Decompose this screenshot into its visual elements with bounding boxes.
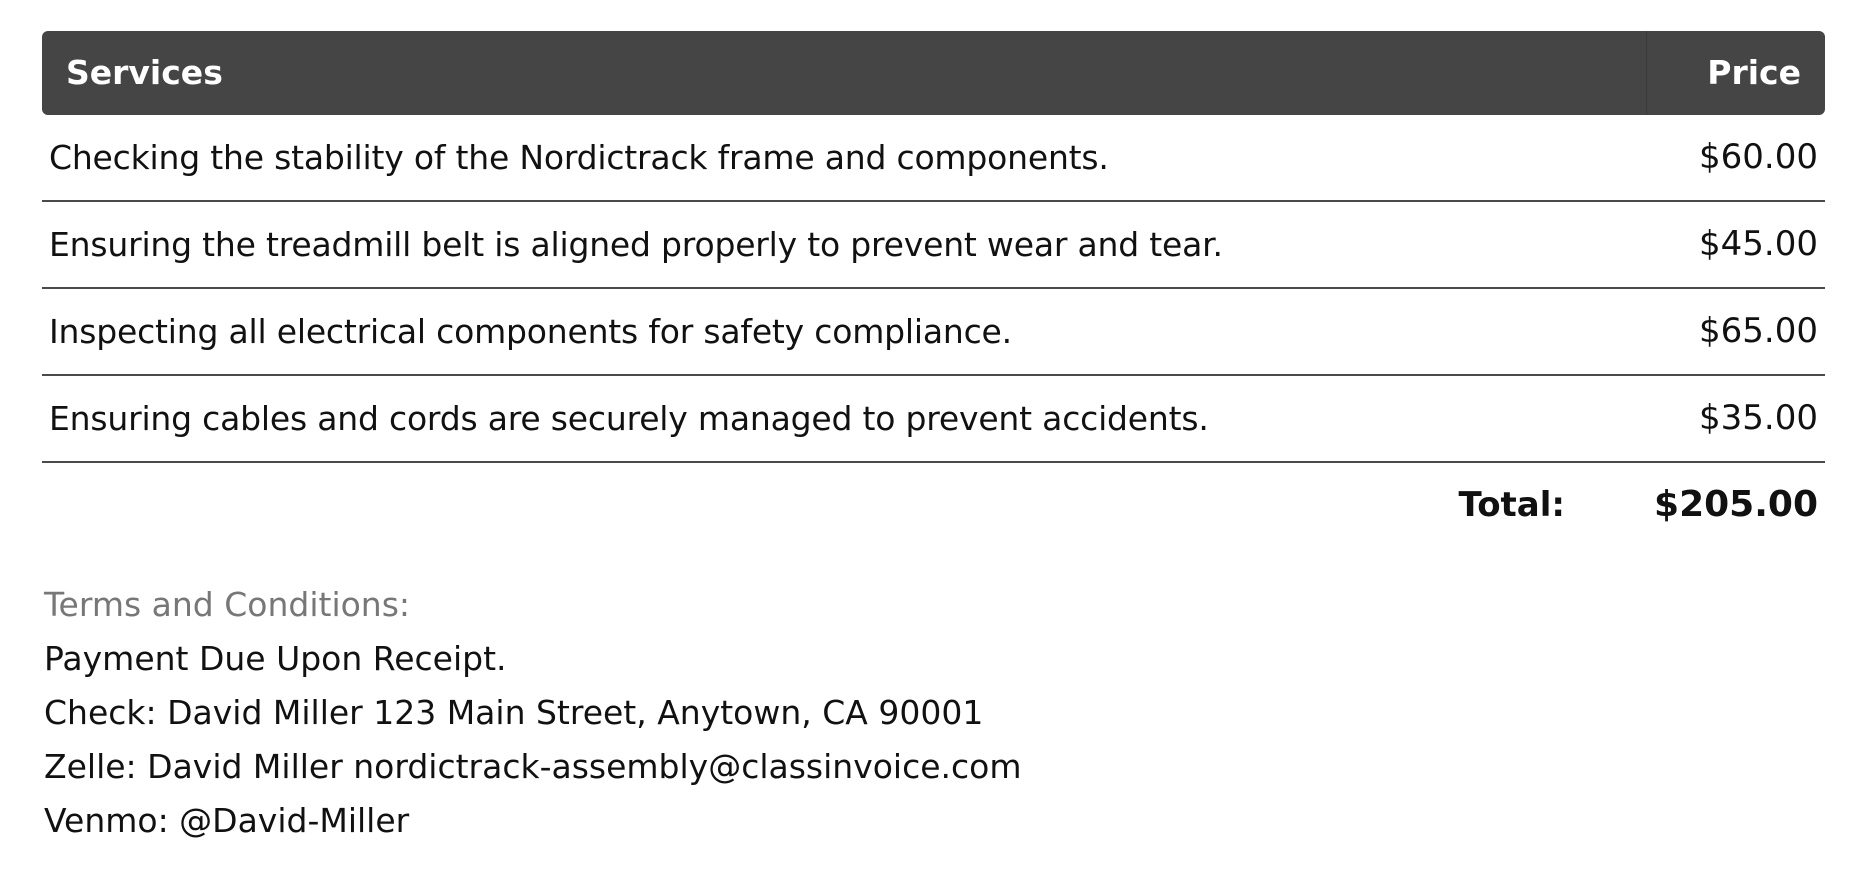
service-description: Checking the stability of the Nordictrack frame and components.: [49, 138, 1109, 177]
table-header: [42, 31, 1825, 115]
total-row: [42, 463, 1825, 547]
terms-section: [44, 578, 1022, 848]
table-row: [42, 289, 1825, 376]
terms-title: Terms and Conditions:: [44, 585, 411, 624]
service-price: $35.00: [1699, 398, 1818, 438]
table-row: [42, 202, 1825, 289]
header-column-divider: [1646, 31, 1647, 115]
services-column-header: Services: [66, 53, 223, 92]
payment-due-line: Payment Due Upon Receipt.: [44, 639, 507, 678]
total-label: Total:: [1458, 485, 1565, 525]
zelle-payment-line: Zelle: David Miller nordictrack-assembly@classinvoice.com: [44, 747, 1022, 786]
price-column-header: Price: [1707, 53, 1801, 92]
service-description: Ensuring cables and cords are securely managed to prevent accidents.: [49, 399, 1209, 438]
check-payment-line: Check: David Miller 123 Main Street, Anytown, CA 90001: [44, 693, 984, 732]
table-row: [42, 115, 1825, 202]
services-table: [42, 31, 1825, 547]
total-value: $205.00: [1654, 484, 1818, 525]
service-price: $60.00: [1699, 137, 1818, 177]
service-description: Inspecting all electrical components for safety compliance.: [49, 312, 1012, 351]
service-price: $45.00: [1699, 224, 1818, 264]
venmo-payment-line: Venmo: @David-Miller: [44, 801, 410, 840]
table-row: [42, 376, 1825, 463]
service-price: $65.00: [1699, 311, 1818, 351]
service-description: Ensuring the treadmill belt is aligned properly to prevent wear and tear.: [49, 225, 1223, 264]
